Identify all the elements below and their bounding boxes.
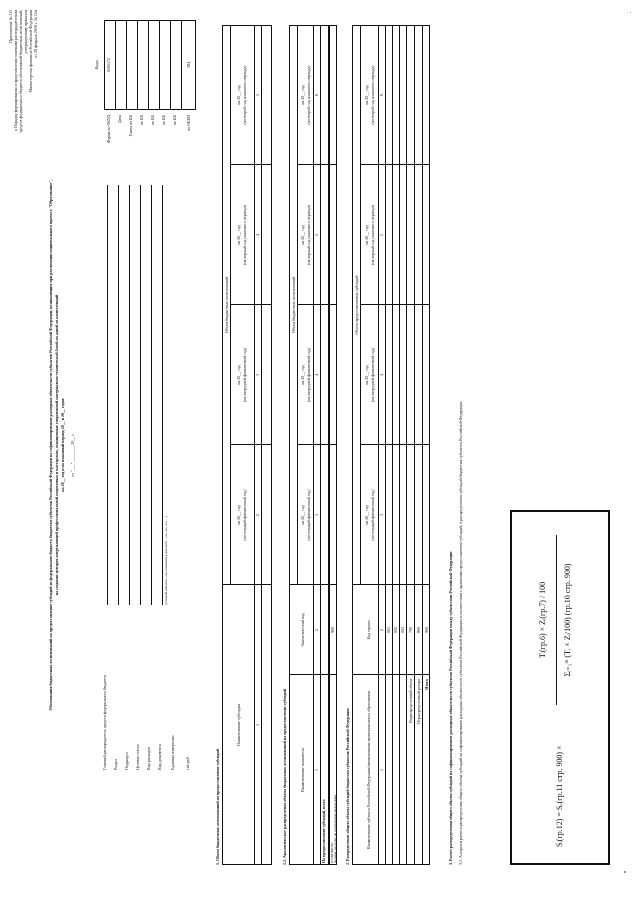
s11-col-num: 2 <box>314 629 319 631</box>
s2-col-num: 5 <box>379 234 384 236</box>
s1-col-sub: (на первый год планового периода) <box>242 205 247 265</box>
s2-total-label: Нераспределенный резерв <box>416 679 421 724</box>
section11-title: 1.1. Аналитическое распределение объема бюджетных ассигнований на предоставление субсидий <box>282 688 287 865</box>
s1-col-num: 4 <box>255 234 260 236</box>
s2-row-head: Наименование субъекта Российской Федерации/наименование муниципального образования <box>366 690 371 850</box>
requisite-label: Главный распорядитель средств федерального бюджета <box>102 675 107 770</box>
document-title-line2: на создание центров опережающей профессиональной подготовки и мастерских, оснащенных современной материально-технической базой по одной из компетенций <box>54 294 59 596</box>
s2-row-code: 001 <box>386 627 391 633</box>
s11-col-sub: (на первый год планового периода) <box>306 205 311 265</box>
appendix-line: Приложение № 111 <box>8 10 13 43</box>
appendix-line: Министерства финансов Российской Федерации <box>28 10 33 93</box>
s1-col-sub: (на очередной финансовый год) <box>242 347 247 403</box>
section1-title: 1. Объем бюджетных ассигнований на предоставление субсидий <box>215 749 220 865</box>
codes-box <box>104 20 196 110</box>
document-title: Обоснования бюджетных ассигнований на предоставление субсидий из федерального бюджета бюджетам субъектов Российской Федерации на софинансирование расходных обязательств субъектов Российской Федерации, возникающих при реализации национального проекта "Образование", <box>48 179 53 711</box>
formula-lhs: Sᵢ(гр.12) = Sₒ(гр.11 стр. 900) × <box>555 745 564 847</box>
s11-col-sub: (на второй год планового периода) <box>306 65 311 125</box>
appendix-line: утвержденному приказом <box>23 10 28 54</box>
code-label: по ОКЕИ <box>186 115 191 132</box>
code-label: по БК <box>172 115 177 126</box>
s2-col-head: на 20__ год <box>364 505 369 525</box>
s2-code-head: Код строки <box>366 620 371 640</box>
s11-row-label: на иные расходы, не подлежащие индексации <box>333 794 337 863</box>
scan-speck <box>624 871 626 873</box>
s2-col-sub: (на текущий финансовый год) <box>370 489 375 541</box>
appendix-line: от 29 февраля 2016 г. № 15н <box>33 10 38 58</box>
s1-col-num: 3 <box>255 374 260 376</box>
s2-col-num: 2 <box>379 629 384 631</box>
code-label: Главы по БК <box>128 115 133 137</box>
s2-col-head: на 20__ год <box>364 225 369 245</box>
appendix-line: средств федерального бюджета обоснований бюджетных ассигнований, <box>18 10 23 133</box>
s11-row-label: На предоставление субсидий, всего <box>321 799 326 863</box>
s1-col-sub: (на второй год планового периода) <box>242 65 247 125</box>
s11-col-num: 3 <box>314 514 319 516</box>
document-date: от "___" ________ 20__ г. <box>70 433 75 477</box>
s2-group-head: Объем предоставляемых субсидий <box>354 275 359 335</box>
code-label: Дата <box>117 115 122 123</box>
s11-col-head: на 20__ год <box>300 505 305 525</box>
s11-col-sub: (на очередной финансовый год) <box>306 347 311 403</box>
s11-col-head: на 20__ год <box>300 365 305 385</box>
s2-total-code: 900 <box>424 627 429 633</box>
section3-title: 3. Расчет распределения общего объема субсидий на софинансирование расходных обязательств субъектов Российской Федерации между субъектами Российской Федерации <box>448 551 453 865</box>
s1-col-num: 2 <box>255 514 260 516</box>
s11-group-head: Объем бюджетных ассигнований <box>291 276 296 334</box>
s1-col-sub: (на текущий финансовый год) <box>242 489 247 541</box>
s11-col-num: 1 <box>314 769 319 771</box>
code-value: 384 <box>186 62 191 68</box>
s2-col-num: 1 <box>379 769 384 771</box>
s1-col-head: на 20__ год <box>236 505 241 525</box>
s11-col-num: 5 <box>314 234 319 236</box>
s2-total-code: 700 <box>408 627 413 633</box>
s11-col-head: на 20__ год <box>300 85 305 105</box>
requisite-label: Единица измерения: <box>170 735 175 770</box>
s11-col-num: 6 <box>314 94 319 96</box>
code-label: по БК <box>139 115 144 126</box>
s11-row-note: в том числе: <box>329 842 334 863</box>
code-value: 0505172 <box>106 58 111 72</box>
requisite-label: Раздел <box>113 758 118 770</box>
s11-row-head: Наименование показателя <box>300 747 305 793</box>
s2-total-code: 800 <box>416 627 421 633</box>
requisite-label: Вид расходов <box>146 747 151 770</box>
s2-col-num: 4 <box>379 374 384 376</box>
code-label: по БК <box>161 115 166 126</box>
s2-col-sub: (на второй год планового периода) <box>370 65 375 125</box>
s11-code-head: Аналитический код <box>300 613 305 647</box>
formula-numerator: Tᵢ(гр.6) × Zᵢ(гр.7) / 100 <box>538 581 547 659</box>
s2-col-sub: (на первый год планового периода) <box>370 205 375 265</box>
code-label: по БК <box>150 115 155 126</box>
doc-type-note: (основной документ - «0»; изменения к документу - «1», «2», «3», …) <box>164 516 168 605</box>
s2-col-num: 3 <box>379 514 384 516</box>
s1-col-head: на 20__ год <box>236 225 241 245</box>
s2-col-head: на 20__ год <box>364 85 369 105</box>
formula-denominator: Σᵢ₌₁ᵐ (Tᵢ × Zᵢ/100) (гр.10 стр. 900) <box>563 563 572 677</box>
s1-group-head: Объем бюджетных ассигнований <box>224 276 229 334</box>
requisite-label: Вид документа <box>157 744 162 770</box>
scan-speck <box>630 12 631 13</box>
appendix-line: к Порядку формирования и представления главными распорядителями <box>13 10 18 131</box>
s2-col-sub: (на очередной финансовый год) <box>370 347 375 403</box>
unit-label: тыс.руб <box>185 756 190 770</box>
s11-col-num: 4 <box>314 374 319 376</box>
document-period: на 20__ год и на плановый период 20__ и 20__ годов <box>60 398 65 492</box>
section2-title: 2. Распределение общего объема субсидий бюджетам субъектов Российской Федерации <box>345 708 350 865</box>
code-label: Форма по ОКУД <box>106 115 111 144</box>
section31-title: 3.1. Алгоритм расчета распределения общего объема субсидий на софинансирование расходных обязательств субъектов Российской Федерации в соответствии с правилами предоставления субсидий, в распределении субсидий бюджетам субъектов Российской Федерации <box>458 401 463 865</box>
s2-total-label: Нераспределенный объем <box>408 679 413 724</box>
s1-col-head: на 20__ год <box>236 365 241 385</box>
s1-col-num: 1 <box>255 724 260 726</box>
s1-col-head: на 20__ год <box>236 85 241 105</box>
s1-col-num: 5 <box>255 94 260 96</box>
s11-col-head: на 20__ год <box>300 225 305 245</box>
s2-row-code: 002 <box>393 627 398 633</box>
s2-total-label: Итого <box>424 679 429 690</box>
s1-row-head: Наименование субсидии <box>236 704 241 746</box>
s2-col-head: на 20__ год <box>364 365 369 385</box>
s11-row-code: 900 <box>330 627 335 633</box>
s11-col-sub: (на текущий финансовый год) <box>306 489 311 541</box>
requisite-label: Подраздел <box>124 752 129 770</box>
s2-row-code: 003 <box>400 627 405 633</box>
requisite-label: Целевая статья <box>135 744 140 770</box>
s2-col-num: 6 <box>379 94 384 96</box>
codes-header: Коды <box>94 60 99 70</box>
